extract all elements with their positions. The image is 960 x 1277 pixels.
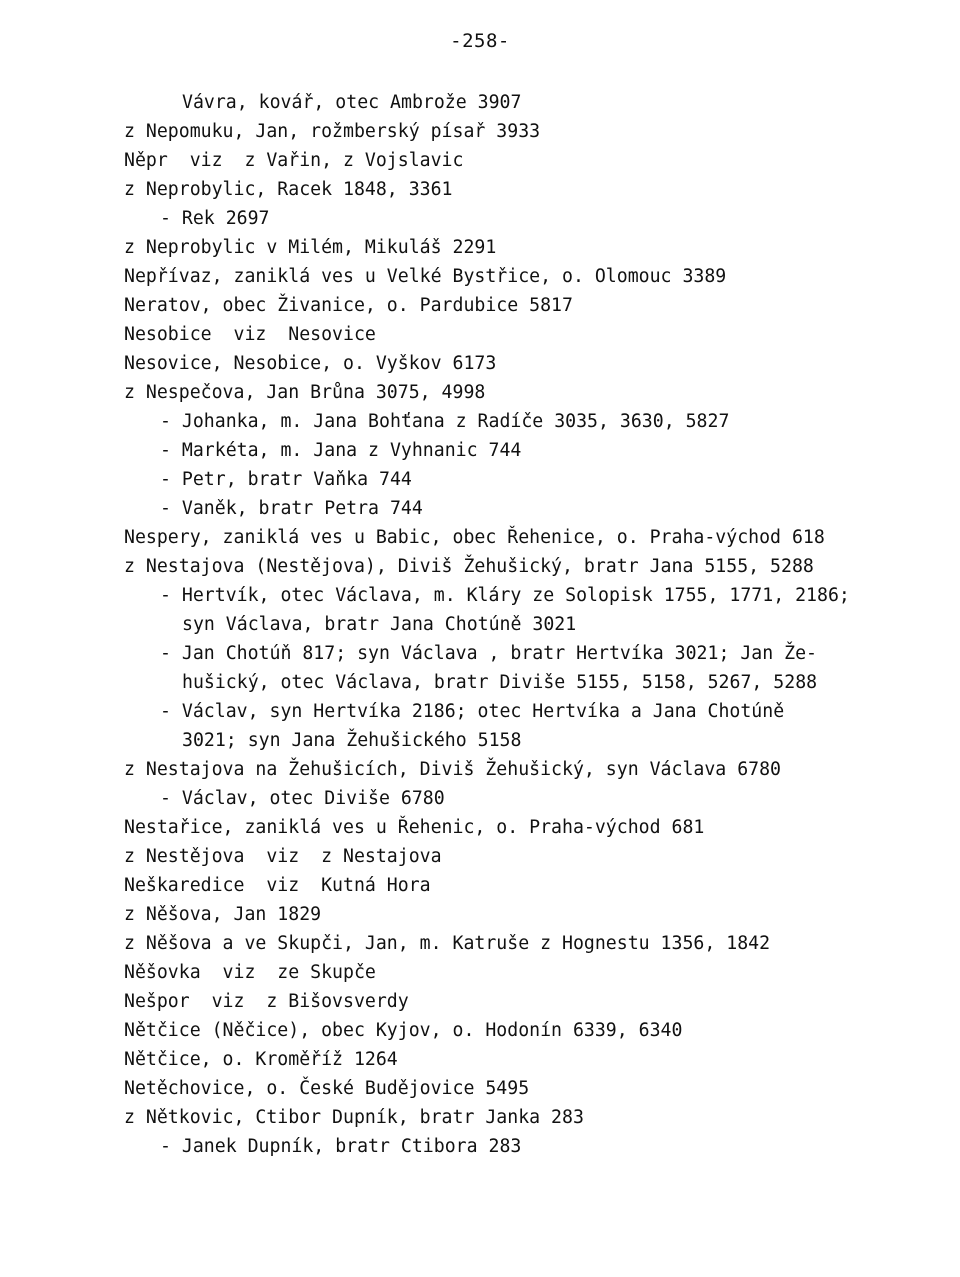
index-subentry: - Rek 2697 bbox=[160, 208, 270, 229]
index-subentry: - Petr, bratr Vaňka 744 bbox=[160, 469, 412, 490]
index-subentry: - Markéta, m. Jana z Vyhnanic 744 bbox=[160, 440, 522, 461]
index-entry: z Něšova, Jan 1829 bbox=[124, 904, 322, 925]
index-entry-continuation: 3021; syn Jana Žehušického 5158 bbox=[182, 730, 522, 751]
index-entry: z Nepomuku, Jan, rožmberský písař 3933 bbox=[124, 121, 541, 142]
index-entry: Něšovka viz ze Skupče bbox=[124, 962, 376, 983]
index-entry: Nepřívaz, zaniklá ves u Velké Bystřice, o. Olomouc 3389 bbox=[124, 266, 727, 287]
index-entry: z Neprobylic, Racek 1848, 3361 bbox=[124, 179, 453, 200]
index-subentry: - Václav, syn Hertvíka 2186; otec Hertvíka a Jana Chotúně bbox=[160, 701, 785, 722]
index-entry: Nešpor viz z Bišovsverdy bbox=[124, 991, 409, 1012]
index-entry: Nestařice, zaniklá ves u Řehenic, o. Praha-východ 681 bbox=[124, 817, 705, 838]
index-entry: Nesovice, Nesobice, o. Vyškov 6173 bbox=[124, 353, 497, 374]
index-subentry: - Hertvík, otec Václava, m. Kláry ze Solopisk 1755, 1771, 2186; bbox=[160, 585, 850, 606]
index-entry: Nětčice (Něčice), obec Kyjov, o. Hodonín 6339, 6340 bbox=[124, 1020, 683, 1041]
index-subentry: - Janek Dupník, bratr Ctibora 283 bbox=[160, 1136, 522, 1157]
index-entry: Netěchovice, o. České Budějovice 5495 bbox=[124, 1078, 530, 1099]
index-entry: Neškaredice viz Kutná Hora bbox=[124, 875, 431, 896]
index-entry-list bbox=[124, 88, 924, 1161]
index-entry: z Neprobylic v Milém, Mikuláš 2291 bbox=[124, 237, 497, 258]
index-entry: Nesobice viz Nesovice bbox=[124, 324, 376, 345]
index-entry-continuation: hušický, otec Václava, bratr Diviše 5155, 5158, 5267, 5288 bbox=[182, 672, 818, 693]
index-subentry: - Vaněk, bratr Petra 744 bbox=[160, 498, 423, 519]
index-entry: z Nestajova (Nestějova), Diviš Žehušický, bratr Jana 5155, 5288 bbox=[124, 556, 814, 577]
index-entry: Nětčice, o. Kroměříž 1264 bbox=[124, 1049, 398, 1070]
index-entry: Něpr viz z Vařin, z Vojslavic bbox=[124, 150, 464, 171]
index-entry: Neratov, obec Živanice, o. Pardubice 5817 bbox=[124, 295, 573, 316]
index-subentry: - Jan Chotúň 817; syn Václava , bratr Hertvíka 3021; Jan Že- bbox=[160, 643, 817, 664]
index-entry: z Nestějova viz z Nestajova bbox=[124, 846, 442, 867]
page-number: -258- bbox=[450, 30, 510, 52]
index-entry: z Nespečova, Jan Brůna 3075, 4998 bbox=[124, 382, 486, 403]
index-entry: Vávra, kovář, otec Ambrože 3907 bbox=[182, 92, 522, 113]
index-entry: z Nětkovic, Ctibor Dupník, bratr Janka 283 bbox=[124, 1107, 584, 1128]
index-subentry: - Johanka, m. Jana Bohťana z Radíče 3035, 3630, 5827 bbox=[160, 411, 730, 432]
index-entry: z Něšova a ve Skupči, Jan, m. Katruše z Hognestu 1356, 1842 bbox=[124, 933, 771, 954]
index-subentry: - Václav, otec Diviše 6780 bbox=[160, 788, 445, 809]
index-entry: Nespery, zaniklá ves u Babic, obec Řehenice, o. Praha-východ 618 bbox=[124, 527, 825, 548]
index-entry-continuation: syn Václava, bratr Jana Chotúně 3021 bbox=[182, 614, 577, 635]
index-entry: z Nestajova na Žehušicích, Diviš Žehušický, syn Václava 6780 bbox=[124, 759, 781, 780]
